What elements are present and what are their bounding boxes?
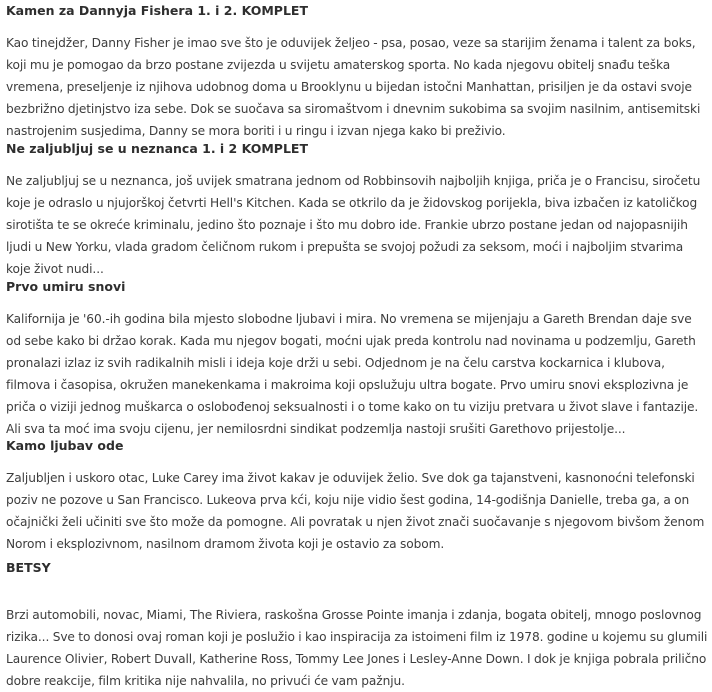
book-title-kamen-za-dannyja-fishera: Kamen za Dannyja Fishera 1. i 2. KOMPLET xyxy=(6,3,308,18)
book-description-kamen-za-dannyja-fishera: Kao tinejdžer, Danny Fisher je imao sve što je oduvijek željeo - psa, posao, veze sa starijim ženama i talent za boks, koji mu je pomogao da brzo postane zvijezda u svijetu amaterskog sporta. No kada njegovu obitelj snađu teška vremena, preseljenje iz njihova udobnog doma u Brooklynu u bijedan istočni Manhattan, prisiljen je da ostavi svoje bezbrižno djetinjstvo iza sebe. Dok se suočava sa siromaštvom i dnevnim sukobima sa svojim nasilnim, antisemitski nastrojenim susjedima, Danny se mora boriti i u ringu i izvan njega kako bi preživio. xyxy=(6,36,701,138)
book-description-ne-zaljubljuj-se: Ne zaljubljuj se u neznanca, još uvijek smatrana jednom od Robbinsovih najboljih knjiga, priča je o Francisu, siročetu koje je odraslo u njujorškoj četvrti Hell's Kitchen. Kada se otkrilo da je židovskog porijekla, biva izbačen iz katoličkog sirotišta te se okreće kriminalu, jedino što poznaje i što mu dobro ide. Frankie ubrzo postane jedan od najopasnijih ljudi u New Yorku, vlada gradom čeličnom rukom i prepušta se svojoj požudi za seksom, moći i najboljim stvarima koje život nudi... xyxy=(6,174,701,276)
book-description-kamo-ljubav-ode: Zaljubljen i uskoro otac, Luke Carey ima život kakav je oduvijek želio. Sve dok ga tajanstveni, kasnonoćni telefonski poziv ne pozove u San Francisco. Lukeova prva kći, koju nije vidio šest godina, 14-godišnja Danielle, treba ga, a on očajnički želi učiniti sve što može da pomogne. Ali povratak u njen život znači suočavanje s njegovom bivšom ženom Norom i eksplozivnom, nasilnom dramom života koji je ostavio za sobom. xyxy=(6,471,705,551)
book-title-ne-zaljubljuj-se: Ne zaljubljuj se u neznanca 1. i 2 KOMPLET xyxy=(6,141,308,156)
book-title-betsy: BETSY xyxy=(6,560,51,575)
book-description-betsy: Brzi automobili, novac, Miami, The Riviera, raskošna Grosse Pointe imanja i zdanja, bogata obitelj, mnogo poslovnog rizika... Sve to donosi ovaj roman koji je poslužio i kao inspiracija za istoimeni film iz 1978. godine u kojemu su glumili Laurence Olivier, Robert Duvall, Katherine Ross, Tommy Lee Jones i Lesley-Anne Down. I dok je knjiga pobrala prilično dobre reakcije, film kritika nije nahvalila, no privući će vam pažnju. xyxy=(6,608,708,688)
book-title-kamo-ljubav-ode: Kamo ljubav ode xyxy=(6,438,124,453)
book-title-prvo-umiru-snovi: Prvo umiru snovi xyxy=(6,279,126,294)
book-description-prvo-umiru-snovi: Kalifornija je '60.-ih godina bila mjesto slobodne ljubavi i mira. No vremena se mijenjaju a Gareth Brendan daje sve od sebe kako bi držao korak. Kada mu njegov bogati, moćni ujak preda kontrolu nad novinama u podzemlju, Gareth pronalazi izlaz iz svih radikalnih misli i ideja koje drži u sebi. Odjednom je na čelu carstva kockarnica i klubova, filmova i časopisa, okružen manekenkama i makroima koji opslužuju ultra bogate. Prvo umiru snovi eksplozivna je priča o viziji jednog muškarca o oslobođenoj seksualnosti i o tome kako on tu viziju pretvara u život slave i fantazije. Ali sva ta moć ima svoju cijenu, jer nemilosrdni sindikat podzemlja nastoji srušiti Garethovo prijestolje... xyxy=(6,312,699,436)
